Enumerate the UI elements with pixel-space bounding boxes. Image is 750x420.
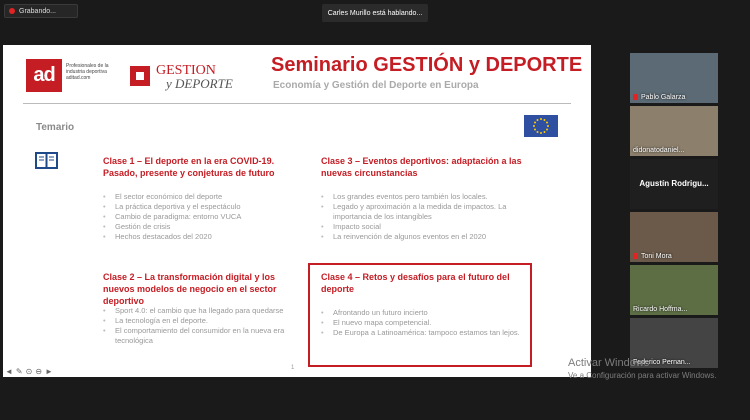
list-item: • Los grandes eventos pero también los locales.	[321, 192, 526, 202]
ad-tagline-text: Profesionales de la industria deportiva	[66, 63, 109, 75]
recording-label: Grabando...	[19, 7, 56, 15]
gd-logo-line1: GESTION	[156, 63, 216, 78]
participant-tile[interactable]	[630, 159, 718, 209]
page-number: 1	[291, 365, 295, 371]
participant-tile[interactable]	[630, 265, 718, 315]
list-item: • La tecnología en el deporte.	[103, 316, 303, 326]
list-item: • La práctica deportiva y el espectáculo	[103, 202, 303, 212]
gd-logo-line2: y DEPORTE	[166, 76, 233, 91]
book-icon	[35, 151, 58, 171]
list-item: • La reinvención de algunos eventos en el 2020	[321, 232, 526, 242]
class-1-title: Clase 1 – El deporte en la era COVID-19. Pasado, presente y conjeturas de futuro	[103, 156, 275, 178]
list-item: • Cambio de paradigma: entorno VUCA	[103, 212, 303, 222]
list-item: • De Europa a Latinoamérica: tampoco estamos tan lejos.	[321, 328, 521, 338]
divider	[23, 103, 571, 104]
pen-icon[interactable]: ✎	[15, 367, 23, 376]
participant-tile[interactable]	[630, 212, 718, 262]
next-slide-icon[interactable]: ►	[45, 367, 53, 376]
list-item: • Hechos destacados del 2020	[103, 232, 303, 242]
class-2-list	[103, 306, 303, 346]
ad-logo: ad	[26, 59, 62, 92]
class-2-title: Clase 2 – La transformación digital y los nuevos modelos de negocio en el sector deportivo	[103, 272, 277, 306]
eu-flag-icon	[524, 115, 558, 137]
participant-name: Agustín Rodrigu...	[639, 179, 709, 188]
participant-tile[interactable]	[630, 106, 718, 156]
participant-name: Toni Mora	[641, 253, 672, 260]
participant-name: Pablo Galarza	[641, 94, 686, 101]
class-3-list	[321, 192, 526, 242]
list-item: • Impacto social	[321, 222, 526, 232]
shared-slide	[3, 45, 591, 377]
list-item: • El comportamiento del consumidor en la nueva era tecnológica	[103, 326, 303, 346]
recording-indicator[interactable]	[4, 4, 78, 18]
participant-name: Ricardo Hoffma...	[633, 306, 688, 313]
list-item: • Sport 4.0: el cambio que ha llegado para quedarse	[103, 306, 303, 316]
list-item: • Afrontando un futuro incierto	[321, 308, 521, 318]
list-item: • Legado y aproximación a la medida de impactos. La importancia de los intangibles	[321, 202, 526, 222]
class-1-list	[103, 192, 303, 242]
class-4-list	[321, 308, 521, 338]
participant-name: didonatodaniel...	[633, 147, 685, 154]
section-heading: Temario	[36, 122, 75, 133]
class-3-title: Clase 3 – Eventos deportivos: adaptación a las nuevas circunstancias	[321, 156, 522, 178]
menu-icon[interactable]: ⊖	[35, 367, 43, 376]
ad-logo-tagline	[66, 63, 126, 81]
list-item: • El sector económico del deporte	[103, 192, 303, 202]
prev-slide-icon[interactable]: ◄	[5, 367, 13, 376]
slide-title: Seminario GESTIÓN y DEPORTE	[271, 54, 583, 76]
ad-url-text: aditad.com	[66, 75, 91, 81]
zoom-icon[interactable]: ⊙	[25, 367, 33, 376]
participant-name: Federico Pernan...	[633, 359, 691, 366]
muted-mic-icon	[633, 94, 638, 100]
list-item: • El nuevo mapa competencial.	[321, 318, 521, 328]
participant-tile[interactable]	[630, 53, 718, 103]
slide-subtitle: Economía y Gestión del Deporte en Europa	[273, 80, 479, 91]
windows-activation-title: Activar Windows	[568, 357, 650, 369]
slide-controls	[5, 367, 53, 376]
class-4-title: Clase 4 – Retos y desafíos para el futuro del deporte	[321, 272, 510, 294]
active-speaker-banner: Carles Murillo está hablando...	[322, 4, 428, 22]
windows-activation-subtitle: Ve a Configuración para activar Windows.	[568, 371, 717, 380]
muted-mic-icon	[633, 253, 638, 259]
list-item: • Gestión de crisis	[103, 222, 303, 232]
record-dot-icon	[9, 8, 15, 14]
